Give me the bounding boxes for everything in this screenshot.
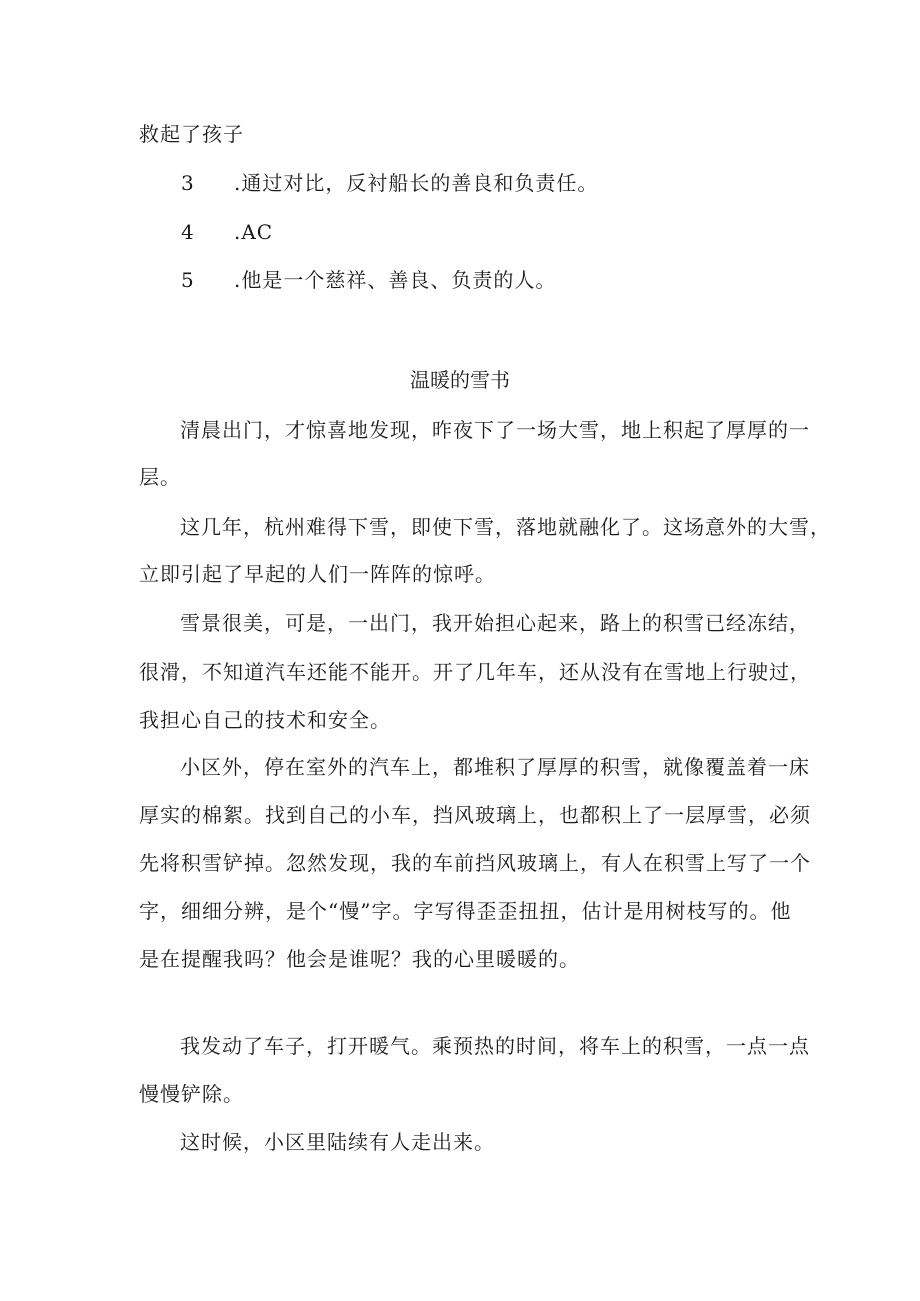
story-line: 小区外，停在室外的汽车上，都堆积了厚厚的积雪，就像覆盖着一床 bbox=[180, 755, 810, 779]
story-line: 慢慢铲除。 bbox=[139, 1082, 244, 1106]
answer-text: .通过对比，反衬船长的善良和负责任。 bbox=[234, 171, 599, 195]
story-line: 字，细细分辨，是个“慢”字。字写得歪歪扭扭，估计是用树枝写的。他 bbox=[139, 899, 792, 923]
story-line: 我担心自己的技术和安全。 bbox=[139, 708, 391, 732]
answer-number: 5 bbox=[181, 268, 194, 292]
story-line: 是在提醒我吗？他会是谁呢？我的心里暖暖的。 bbox=[139, 947, 580, 971]
story-line: 很滑，不知道汽车还能不能开。开了几年车，还从没有在雪地上行驶过， bbox=[139, 660, 811, 684]
story-title: 温暖的雪书 bbox=[410, 368, 510, 392]
story-line: 这时候，小区里陆续有人走出来。 bbox=[180, 1130, 495, 1154]
story-line: 立即引起了早起的人们一阵阵的惊呼。 bbox=[139, 562, 496, 586]
story-line: 厚实的棉絮。找到自己的小车，挡风玻璃上，也都积上了一层厚雪，必须 bbox=[139, 803, 811, 827]
answer-number: 4 bbox=[181, 220, 194, 244]
story-line: 雪景很美，可是，一出门，我开始担心起来，路上的积雪已经冻结， bbox=[180, 611, 810, 635]
answer-text: .AC bbox=[234, 220, 274, 244]
answer-text: .他是一个慈祥、善良、负责的人。 bbox=[234, 268, 557, 292]
story-line: 层。 bbox=[139, 465, 181, 489]
story-line: 这几年，杭州难得下雪，即使下雪，落地就融化了。这场意外的大雪， bbox=[180, 515, 831, 539]
story-line: 我发动了车子，打开暖气。乘预热的时间，将车上的积雪，一点一点 bbox=[180, 1034, 810, 1058]
answer-prev-line: 救起了孩子 bbox=[139, 122, 244, 146]
story-line: 清晨出门，才惊喜地发现，昨夜下了一场大雪，地上积起了厚厚的一 bbox=[180, 418, 810, 442]
answer-number: 3 bbox=[181, 171, 194, 195]
story-line: 先将积雪铲掉。忽然发现，我的车前挡风玻璃上，有人在积雪上写了一个 bbox=[139, 851, 811, 875]
